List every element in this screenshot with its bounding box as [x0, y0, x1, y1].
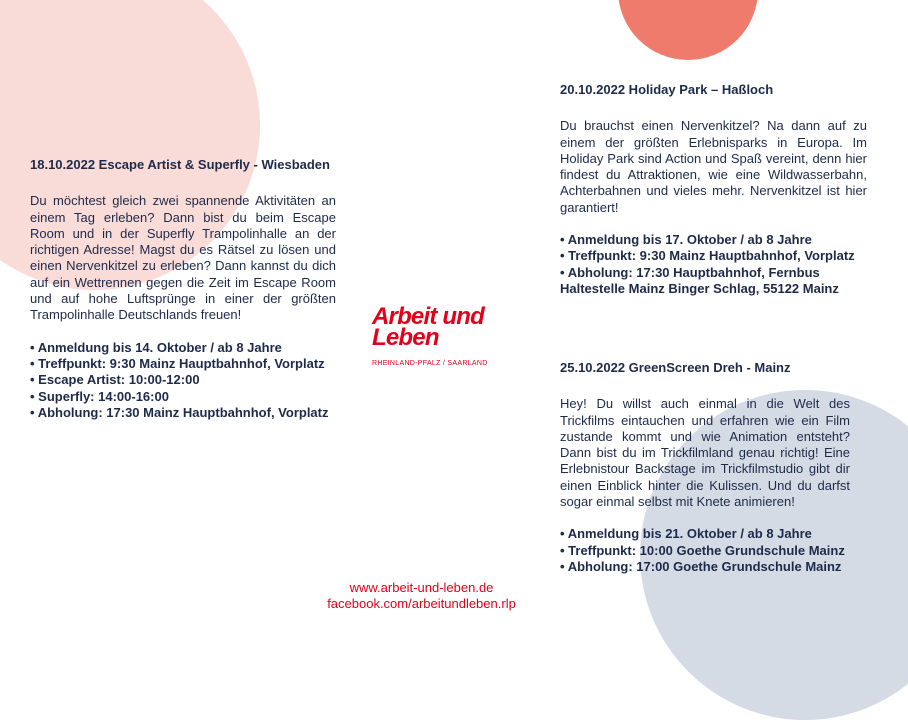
- logo-line-2: Leben: [372, 324, 439, 351]
- logo-subtitle: RHEINLAND-PFALZ / SAARLAND: [372, 360, 488, 367]
- event-description: Du brauchst einen Nervenkitzel? Na dann auf zu einem der größten Erlebnisparks in Europa. Im Holiday Park sind Action und Spaß vereint, denn hier findest du Attraktionen, wie eine Wildwasserbahn, Achterbahnen und vieles mehr. Nervenkitzel ist hier garantiert!: [560, 118, 867, 215]
- detail-meeting-point: • Treffpunkt: 9:30 Mainz Hauptbahnhof, Vorplatz: [30, 356, 336, 372]
- detail-pickup: • Abholung: 17:30 Mainz Hauptbahnhof, Vorplatz: [30, 405, 336, 421]
- event-details: [560, 232, 867, 297]
- detail-meeting-point: • Treffpunkt: 9:30 Mainz Hauptbahnhof, Vorplatz: [560, 248, 867, 264]
- event-escape-superfly: [30, 157, 336, 421]
- detail-registration: • Anmeldung bis 14. Oktober / ab 8 Jahre: [30, 340, 336, 356]
- event-title: 18.10.2022 Escape Artist & Superfly - Wiesbaden: [30, 157, 330, 172]
- detail-registration: • Anmeldung bis 17. Oktober / ab 8 Jahre: [560, 232, 867, 248]
- detail-registration: • Anmeldung bis 21. Oktober / ab 8 Jahre: [560, 526, 850, 542]
- detail-escape-artist-time: • Escape Artist: 10:00-12:00: [30, 372, 336, 388]
- arbeit-und-leben-logo: [372, 303, 512, 367]
- event-description: Hey! Du willst auch einmal in die Welt des Trickfilms eintauchen und erfahren wie ein Film zustande kommt und wie Animation entsteht? Dann bist du im Trickfilmland genau richtig! Eine Erlebnistour Backstage im Trickfilmstudio gibt dir einen Einblick hinter die Kulissen. Und du darfst sogar einmal selbst mit Knete animieren!: [560, 396, 850, 510]
- detail-pickup: • Abholung: 17:30 Hauptbahnhof, Fernbus Haltestelle Mainz Binger Schlag, 55122 Mainz: [560, 265, 867, 298]
- footer: [300, 580, 543, 612]
- event-holiday-park: [560, 82, 867, 297]
- event-title: 25.10.2022 GreenScreen Dreh - Mainz: [560, 360, 791, 375]
- event-description: Du möchtest gleich zwei spannende Aktivitäten an einem Tag erleben? Dann bist du beim Escape Room und in der Superfly Trampolinhalle an der richtigen Adresse! Magst du es Rätsel zu lösen und einen Nervenkitzel zu erleben? Dann kannst du dich auf ein Wettrennen gegen die Zeit im Escape Room und auf hohe Luftsprünge in einer der größten Trampolinhalle Deutschlands freuen!: [30, 193, 336, 323]
- website-link[interactable]: www.arbeit-und-leben.de: [349, 580, 494, 595]
- detail-pickup: • Abholung: 17:00 Goethe Grundschule Mainz: [560, 559, 850, 575]
- detail-meeting-point: • Treffpunkt: 10:00 Goethe Grundschule Mainz: [560, 543, 850, 559]
- event-greenscreen: [560, 360, 850, 575]
- event-title: 20.10.2022 Holiday Park – Haßloch: [560, 82, 774, 97]
- decor-circle-coral: [618, 0, 758, 60]
- logo-line-1: Arbeit und: [372, 303, 484, 330]
- detail-superfly-time: • Superfly: 14:00-16:00: [30, 389, 336, 405]
- facebook-link[interactable]: facebook.com/arbeitundleben.rlp: [327, 596, 516, 611]
- event-details: [560, 526, 850, 575]
- event-details: [30, 340, 336, 421]
